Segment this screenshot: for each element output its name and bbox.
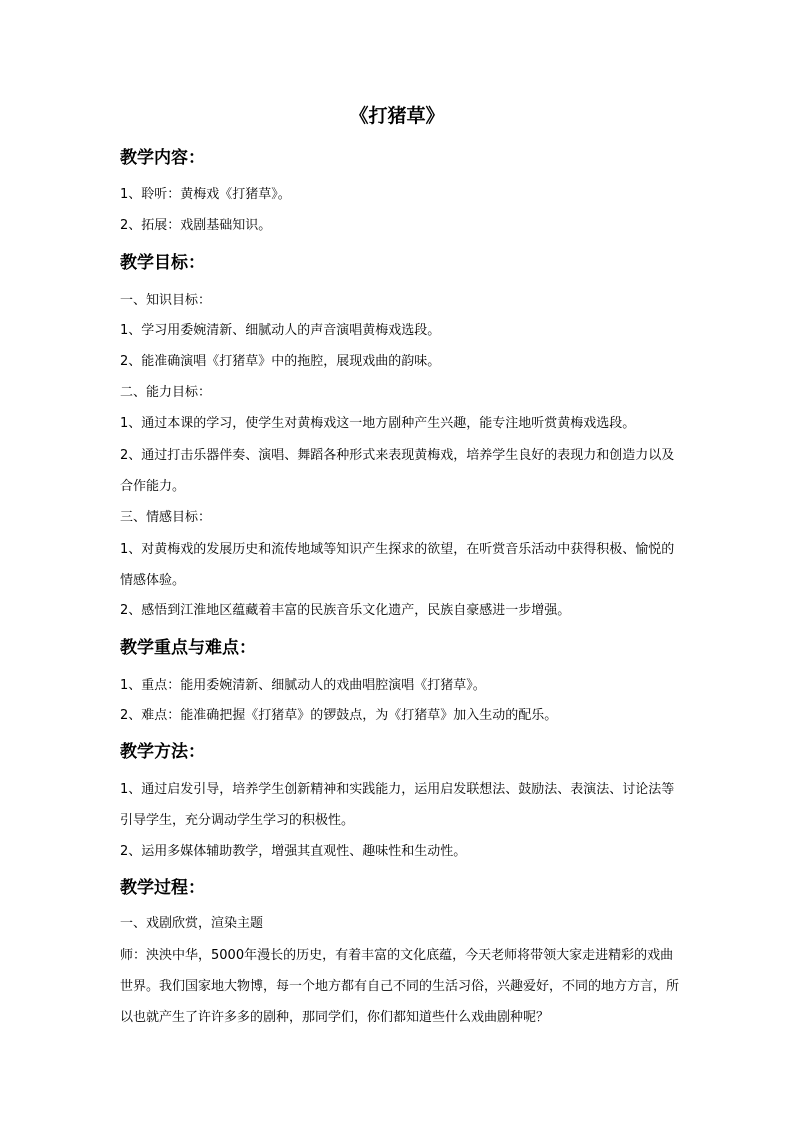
goal-emotion-item-2: 2、感悟到江淮地区蕴藏着丰富的民族音乐文化遗产，民族自豪感进一步增强。 (120, 603, 571, 618)
goal-knowledge-item-2: 2、能准确演唱《打猪草》中的拖腔，展现戏曲的韵味。 (120, 354, 441, 369)
goal-ability-label: 二、能力目标： (120, 385, 212, 400)
heading-key-difficult-points: 教学重点与难点： (120, 638, 256, 658)
goal-knowledge-label: 一、知识目标： (120, 293, 212, 308)
content-item-1: 1、聆听：黄梅戏《打猪草》。 (120, 187, 291, 202)
goal-ability-item-2: 2、通过打击乐器伴奏、演唱、舞蹈各种形式来表现黄梅戏，培养学生良好的表现力和创造力以及合作能力。 (120, 448, 675, 494)
process-step-1-label: 一、戏剧欣赏，渲染主题 (120, 916, 264, 931)
goal-ability-item-1: 1、通过本课的学习，使学生对黄梅戏这一地方剧种产生兴趣，能专注地听赏黄梅戏选段。 (120, 416, 636, 431)
goal-emotion-item-1: 1、对黄梅戏的发展历史和流传地域等知识产生探求的欲望，在听赏音乐活动中获得积极、愉悦的情感体验。 (120, 542, 675, 588)
goal-emotion-label: 三、情感目标： (120, 510, 212, 525)
content-item-2: 2、拓展：戏剧基础知识。 (120, 218, 272, 233)
goal-knowledge-item-1: 1、学习用委婉清新、细腻动人的声音演唱黄梅戏选段。 (120, 323, 441, 338)
method-item-2: 2、运用多媒体辅助教学，增强其直观性、趣味性和生动性。 (120, 844, 467, 859)
heading-teaching-process: 教学过程： (120, 878, 205, 898)
heading-teaching-methods: 教学方法： (120, 742, 205, 762)
process-teacher-speech: 师：泱泱中华，5000年漫长的历史，有着丰富的文化底蕴，今天老师将带领大家走进精彩的戏曲世界。我们国家地大物博，每一个地方都有自己不同的生活习俗，兴趣爱好，不同的地方方言，所以也就产生了许许多多的剧种，那同学们，你们都知道些什么戏曲剧种呢？ (120, 948, 680, 1025)
method-item-1: 1、通过启发引导，培养学生创新精神和实践能力，运用启发联想法、鼓励法、表演法、讨论法等引导学生，充分调动学生学习的积极性。 (120, 782, 675, 828)
difficult-point: 2、难点：能准确把握《打猪草》的锣鼓点，为《打猪草》加入生动的配乐。 (120, 708, 558, 723)
heading-teaching-goals: 教学目标： (120, 253, 205, 273)
document-title: 《打猪草》 (349, 105, 445, 127)
key-point: 1、重点：能用委婉清新、细腻动人的戏曲唱腔演唱《打猪草》。 (120, 678, 486, 693)
heading-teaching-content: 教学内容： (120, 148, 205, 168)
